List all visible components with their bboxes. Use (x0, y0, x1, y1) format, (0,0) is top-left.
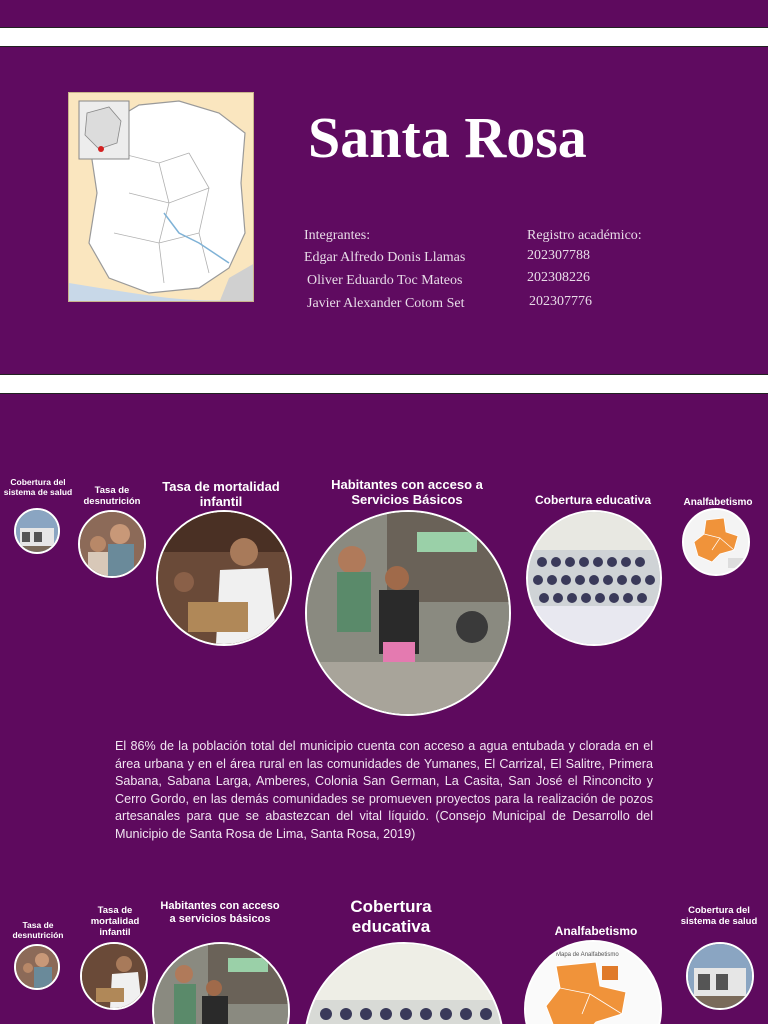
health-photo-circle (14, 508, 60, 554)
health-photo-2 (688, 944, 752, 1008)
caption-illiteracy-2: Analfabetismo (554, 924, 638, 938)
map-graphic (69, 93, 254, 302)
caption-education-2: Cobertura educativa (350, 897, 432, 936)
illiteracy-map-circle (682, 508, 750, 576)
malnutrition-photo (80, 512, 144, 576)
education-photo (528, 512, 660, 644)
education-photo-2 (306, 944, 502, 1024)
divider-bar-top (0, 27, 768, 47)
basic-services-photo-circle-2 (152, 942, 290, 1024)
malnutrition-photo-circle-2 (14, 944, 60, 990)
health-photo-circle-2 (686, 942, 754, 1010)
caption-malnutrition: Tasa de desnutrición (83, 485, 141, 507)
malnutrition-photo-circle (78, 510, 146, 578)
infant-mortality-photo-circle (156, 510, 292, 646)
basic-services-photo (307, 512, 509, 714)
divider-bar-middle (0, 374, 768, 394)
basic-services-photo-circle (305, 510, 511, 716)
education-photo-circle (526, 510, 662, 646)
registry-number: 202307788 (527, 248, 590, 263)
malnutrition-photo-2 (16, 946, 58, 988)
caption-basic-services-2: Habitantes con acceso a servicios básicos (160, 900, 280, 925)
registry-number: 202308226 (527, 270, 590, 285)
caption-health-coverage: Cobertura del sistema de salud (3, 477, 73, 497)
water-access-paragraph: El 86% de la población total del municipio cuenta con acceso a agua entubada y clorada en el área urbana y en el área rural en las comunidades de Yumanes, El Carrizal, El Salitre, Primera Sabana, Sabana Larga, Amberes, Colonia San German, La Casita, San José el Rinconcito y Cerro Gordo, en las demás comunidades se promueven proyectos para la realización de pozos artesanales para que se abastezcan del vital líquido. (Consejo Municipal de Desarrollo del Municipio de Santa Rosa de Lima, Santa Rosa, 2019) (115, 739, 653, 841)
caption-malnutrition-2: Tasa de desnutrición (12, 920, 64, 940)
registry-label: Registro académico: (527, 228, 642, 243)
illiteracy-map-2 (526, 942, 660, 1024)
caption-infant-mortality-2: Tasa de mortalidad infantil (90, 905, 140, 938)
map-title-text: Mapa de Analfabetismo (556, 952, 619, 958)
basic-services-photo-2 (154, 944, 288, 1024)
member-name: Edgar Alfredo Donis Llamas (304, 250, 466, 265)
health-photo (16, 510, 58, 552)
page-title: Santa Rosa (308, 105, 587, 170)
infant-mortality-photo-circle-2 (80, 942, 148, 1010)
infant-mortality-photo-2 (82, 944, 146, 1008)
santa-rosa-map (68, 92, 254, 302)
caption-education: Cobertura educativa (534, 493, 652, 507)
education-photo-circle-2 (304, 942, 504, 1024)
illiteracy-map-circle-2 (524, 940, 662, 1024)
illiteracy-map (684, 510, 748, 574)
infant-mortality-photo (158, 512, 290, 644)
caption-infant-mortality: Tasa de mortalidad infantil (162, 479, 280, 509)
caption-health-coverage-2: Cobertura del sistema de salud (680, 905, 758, 927)
members-label: Integrantes: (304, 228, 371, 243)
member-name: Oliver Eduardo Toc Mateos (307, 273, 463, 288)
caption-illiteracy: Analfabetismo (683, 497, 753, 508)
member-name: Javier Alexander Cotom Set (307, 296, 465, 311)
caption-basic-services: Habitantes con acceso a Servicios Básicos (331, 477, 483, 507)
registry-number: 202307776 (529, 294, 592, 309)
